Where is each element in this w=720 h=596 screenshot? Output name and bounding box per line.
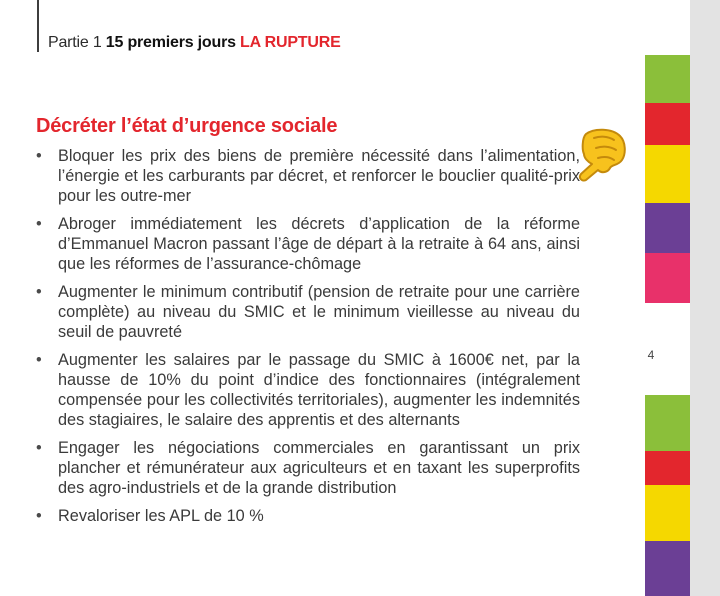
list-item: • Engager les négociations commerciales en garantissant un prix plancher et rémunérateur aux agriculteurs et en taxant les superprofits des agro-industriels et de la grande distribution bbox=[36, 438, 580, 498]
header-rule bbox=[37, 0, 39, 52]
stripe-yellow bbox=[645, 145, 690, 203]
list-item: • Abroger immédiatement les décrets d’application de la réforme d’Emmanuel Macron passant l’âge de départ à la retraite à 64 ans, ainsi que les réformes de l’assurance-chômage bbox=[36, 214, 580, 274]
part-title: 15 premiers jours bbox=[105, 34, 236, 51]
list-item: • Augmenter le minimum contributif (pension de retraite pour une carrière complète) au niveau du SMIC et le minimum vieillesse au niveau du seuil de pauvreté bbox=[36, 282, 580, 342]
pointing-hand-icon bbox=[578, 124, 630, 188]
stripe-red bbox=[645, 103, 690, 145]
bullet-list bbox=[36, 146, 580, 534]
viewer-gutter bbox=[690, 0, 720, 596]
stripe-purple bbox=[645, 541, 690, 596]
stripe-purple bbox=[645, 203, 690, 253]
stripe-red bbox=[645, 451, 690, 485]
page-header bbox=[48, 34, 341, 52]
list-item: • Bloquer les prix des biens de première nécessité dans l’alimentation, l’énergie et les carburants par décret, et renforcer le bouclier qualité-prix pour les outre-mer bbox=[36, 146, 580, 206]
list-item: • Revaloriser les APL de 10 % bbox=[36, 506, 580, 526]
part-title-highlight: LA RUPTURE bbox=[240, 34, 341, 51]
color-stripes bbox=[645, 0, 690, 596]
part-label: Partie 1 bbox=[48, 34, 102, 51]
page-number: 4 bbox=[647, 348, 655, 362]
stripe-green bbox=[645, 55, 690, 103]
stripe-yellow bbox=[645, 485, 690, 541]
section-title: Décréter l’état d’urgence sociale bbox=[36, 115, 338, 137]
stripe-pink bbox=[645, 253, 690, 303]
list-item: • Augmenter les salaires par le passage du SMIC à 1600€ net, par la hausse de 10% du point d’indice des fonctionnaires (intégralement compensée pour les collectivités territoriales), augmenter les indemnités des stagiaires, le salaire des apprentis et des alternants bbox=[36, 350, 580, 430]
stripe-green bbox=[645, 395, 690, 451]
